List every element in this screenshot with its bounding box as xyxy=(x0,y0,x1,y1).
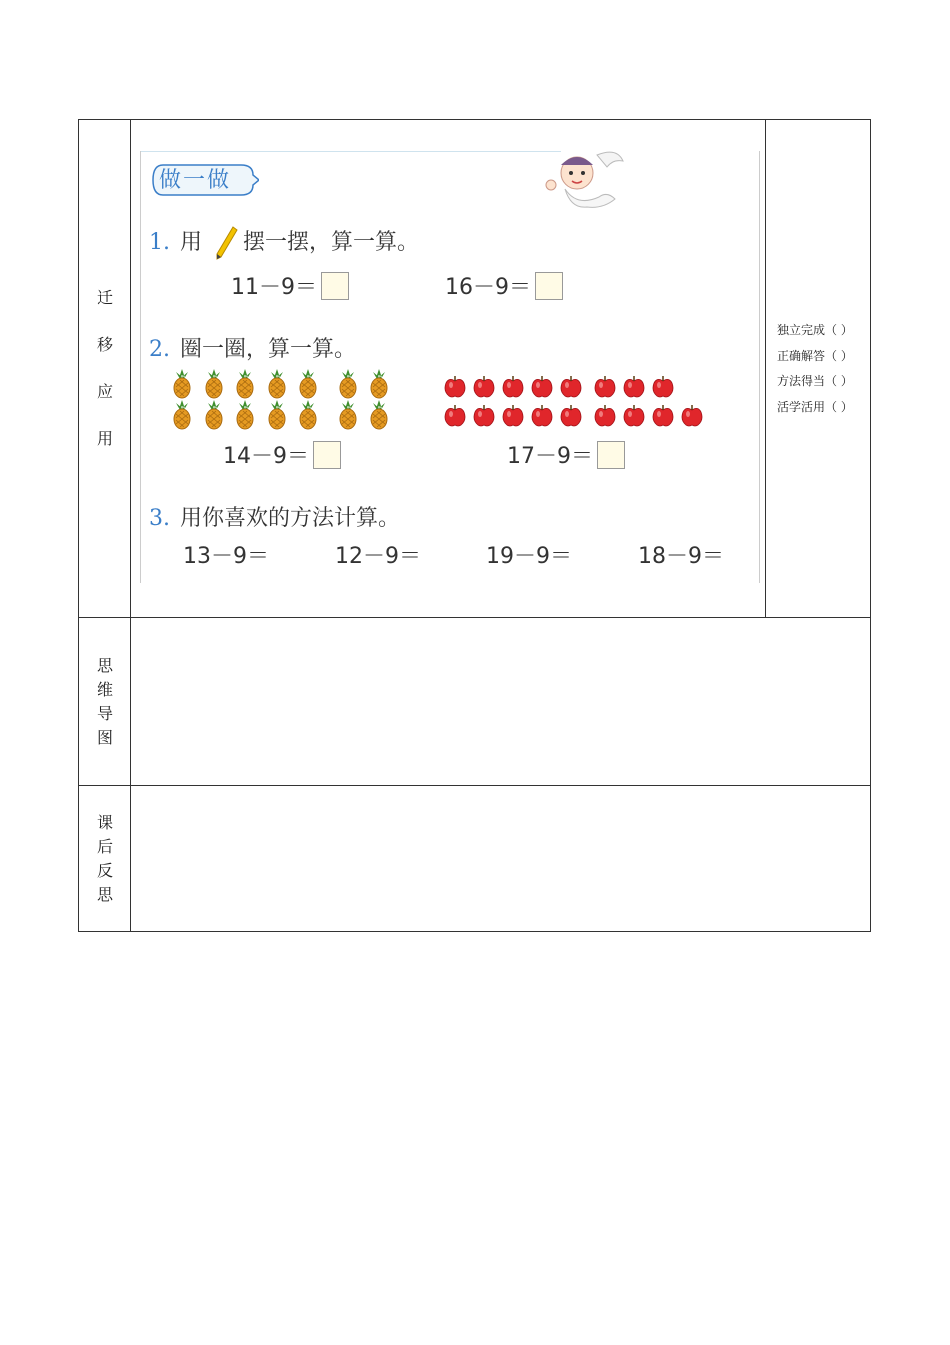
row-label-char: 后 xyxy=(96,836,113,856)
answer-box[interactable] xyxy=(321,272,349,300)
pineapple-icon xyxy=(203,369,225,399)
worksheet-table xyxy=(78,119,871,932)
question-text: 用 xyxy=(180,230,203,255)
checklist-blank[interactable]: （ ） xyxy=(825,399,853,414)
badge-title: 做一做 xyxy=(159,168,232,193)
row-label-mindmap xyxy=(79,618,131,785)
pineapple-row xyxy=(171,400,400,430)
checklist-item xyxy=(777,369,853,395)
apple-icon xyxy=(651,404,675,428)
row-label-char: 迁 xyxy=(96,288,113,307)
question-number: 1. xyxy=(149,230,170,255)
equation-text: 16－9＝ xyxy=(445,275,531,300)
question-number: 3. xyxy=(149,506,170,531)
pineapple-icon xyxy=(266,369,288,399)
equation xyxy=(183,539,269,570)
self-assessment-checklist xyxy=(777,318,853,420)
speech-line xyxy=(141,151,561,152)
apple-row xyxy=(443,404,709,428)
apple-icon xyxy=(443,375,467,399)
apple-icon xyxy=(559,404,583,428)
row-label-char: 课 xyxy=(96,812,113,832)
row-label-char: 图 xyxy=(96,727,113,747)
equation xyxy=(231,270,349,301)
equation-text: 19－9＝ xyxy=(486,544,572,569)
row-label-char: 反 xyxy=(96,860,113,880)
pineapple-icon xyxy=(266,400,288,430)
question-text: 用你喜欢的方法计算。 xyxy=(180,506,401,531)
pineapple-icon xyxy=(368,369,390,399)
checklist-label: 独立完成 xyxy=(777,323,826,337)
row-label-char: 维 xyxy=(96,679,113,699)
pineapple-icon xyxy=(171,400,193,430)
equation-text: 13－9＝ xyxy=(183,544,269,569)
question-text: 摆一摆，算一算。 xyxy=(243,230,420,255)
row-label-char: 移 xyxy=(96,335,113,354)
row-label-reflection xyxy=(79,786,131,931)
question-text: 圈一圈，算一算。 xyxy=(180,337,357,362)
equation-text: 18－9＝ xyxy=(638,544,724,569)
row-label-transfer xyxy=(79,120,131,617)
apple-icon xyxy=(530,404,554,428)
apple-icon xyxy=(651,375,675,399)
pineapple-icon xyxy=(297,400,319,430)
equation-text: 14－9＝ xyxy=(223,444,309,469)
apple-icon xyxy=(443,404,467,428)
equation-text: 17－9＝ xyxy=(507,444,593,469)
row-label-char: 用 xyxy=(96,429,113,448)
checklist-blank[interactable]: （ ） xyxy=(825,323,853,337)
pineapple-icon xyxy=(234,369,256,399)
question-3 xyxy=(149,501,400,532)
apple-icon xyxy=(680,404,704,428)
pineapple-row xyxy=(171,369,400,399)
row-divider-1 xyxy=(79,617,870,618)
apple-icon xyxy=(530,375,554,399)
checklist-item xyxy=(777,344,853,370)
apple-icon xyxy=(593,375,617,399)
question-1 xyxy=(149,225,419,261)
apple-icon xyxy=(559,375,583,399)
apple-icon xyxy=(501,375,525,399)
apple-icon xyxy=(593,404,617,428)
equation xyxy=(445,270,563,301)
pineapple-icon xyxy=(297,369,319,399)
equation xyxy=(335,539,421,570)
pineapple-icon xyxy=(337,369,359,399)
checklist-item xyxy=(777,318,853,344)
checklist-blank[interactable]: （ ） xyxy=(825,348,853,363)
apple-icon xyxy=(501,404,525,428)
apple-icon xyxy=(622,404,646,428)
answer-box[interactable] xyxy=(535,272,563,300)
answer-box[interactable] xyxy=(597,441,625,469)
checklist-label: 方法得当 xyxy=(777,374,826,388)
apple-icon xyxy=(472,375,496,399)
apple-icon xyxy=(622,375,646,399)
checklist-label: 活学活用 xyxy=(777,399,826,414)
exercise-picture xyxy=(140,151,760,583)
equation xyxy=(638,539,724,570)
equation xyxy=(486,539,572,570)
row-label-char: 思 xyxy=(96,655,113,675)
equation xyxy=(507,439,625,470)
checklist-blank[interactable]: （ ） xyxy=(825,374,853,388)
pineapple-icon xyxy=(368,400,390,430)
pineapple-icon xyxy=(234,400,256,430)
checklist-item xyxy=(777,395,853,421)
equation-text: 11－9＝ xyxy=(231,275,317,300)
row-label-char: 应 xyxy=(96,382,113,401)
apple-row xyxy=(443,375,680,399)
pineapple-icon xyxy=(171,369,193,399)
angel-mascot-icon xyxy=(537,147,627,213)
pineapple-icon xyxy=(337,400,359,430)
apple-icon xyxy=(472,404,496,428)
row-label-char: 导 xyxy=(96,703,113,723)
answer-box[interactable] xyxy=(313,441,341,469)
pineapple-icon xyxy=(203,400,225,430)
equation-text: 12－9＝ xyxy=(335,544,421,569)
checklist-label: 正确解答 xyxy=(777,348,826,363)
pencil-icon xyxy=(213,225,239,261)
row-divider-2 xyxy=(79,785,870,786)
equation xyxy=(223,439,341,470)
row-label-char: 思 xyxy=(96,884,113,904)
checklist-column-divider xyxy=(765,120,766,617)
question-number: 2. xyxy=(149,337,170,362)
question-2 xyxy=(149,332,356,363)
